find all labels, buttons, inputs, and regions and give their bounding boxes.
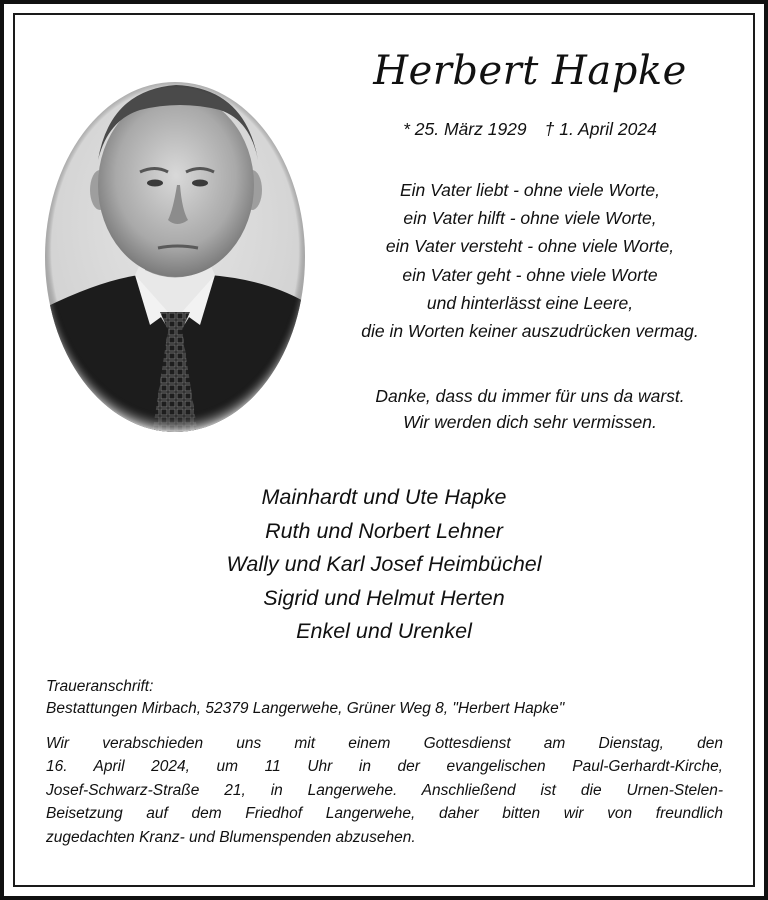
poem-line: die in Worten keiner auszudrücken vermag.	[361, 321, 699, 342]
address-label: Traueranschrift:	[46, 678, 154, 695]
poem-line: ein Vater versteht - ohne viele Worte,	[385, 236, 675, 257]
family-member: Ruth und Norbert Lehner	[265, 518, 503, 543]
poem-line: ein Vater hilft - ohne viele Worte,	[403, 208, 657, 229]
family-member: Enkel und Urenkel	[296, 619, 472, 643]
family-list	[150, 481, 618, 649]
service-line: Wir verabschieden uns mit einem Gottesdienst am Dienstag, den	[46, 735, 723, 752]
birth-date: * 25. März 1929	[403, 119, 527, 139]
portrait-image	[40, 80, 310, 435]
deceased-name: Herbert Hapke	[373, 48, 687, 94]
death-date: † 1. April 2024	[544, 119, 657, 139]
service-line: zugedachten Kranz- und Blumenspenden abzusehen.	[46, 828, 416, 846]
poem-line: ein Vater geht - ohne viele Worte	[402, 264, 658, 285]
service-notice	[46, 732, 723, 849]
thanks-line: Wir werden dich sehr vermissen.	[403, 412, 657, 432]
poem-line: und hinterlässt eine Leere,	[426, 292, 634, 313]
service-line: Beisetzung auf dem Friedhof Langerwehe, daher bitten wir von freundlich	[46, 805, 723, 823]
life-dates	[340, 119, 720, 140]
family-member: Sigrid und Helmut Herten	[263, 585, 505, 610]
poem-line: Ein Vater liebt - ohne viele Worte,	[399, 180, 661, 200]
poem	[318, 176, 742, 345]
family-member: Mainhardt und Ute Hapke	[261, 485, 507, 509]
portrait-oval	[40, 80, 310, 435]
service-line: 16. April 2024, um 11 Uhr in der evangelischen Paul-Gerhardt-Kirche,	[46, 758, 723, 776]
thanks-line: Danke, dass du immer für uns da warst.	[375, 386, 685, 406]
family-member: Wally und Karl Josef Heimbüchel	[226, 552, 542, 576]
thanks-message	[318, 383, 742, 435]
address-line: Bestattungen Mirbach, 52379 Langerwehe, Grüner Weg 8, "Herbert Hapke"	[46, 700, 565, 717]
portrait-photo	[40, 80, 310, 435]
service-line: Josef-Schwarz-Straße 21, in Langerwehe. Anschließend ist die Urnen-Stelen-	[46, 781, 723, 799]
